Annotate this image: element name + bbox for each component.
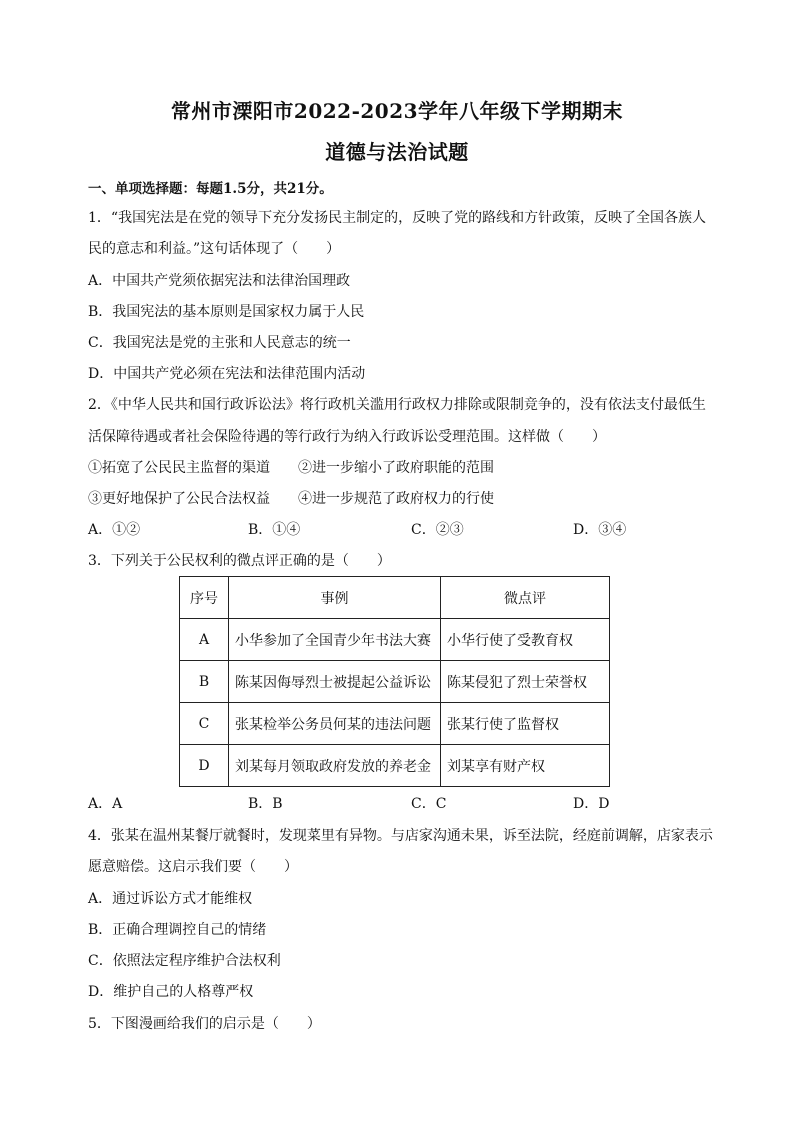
table-cell: B — [180, 661, 229, 703]
table-cell: 陈某侵犯了烈士荣誉权 — [441, 661, 610, 703]
q2-option-d: D．③④ — [573, 522, 627, 538]
q4-option-d: D．维护自己的人格尊严权 — [88, 984, 254, 1000]
section-heading: 一、单项选择题：每题1.5分，共21分。 — [88, 181, 333, 197]
table-cell: 刘某每月领取政府发放的养老金 — [229, 745, 441, 787]
q3-table — [179, 576, 610, 787]
table-header-row — [180, 577, 610, 619]
q1-option-d: D．中国共产党必须在宪法和法律范围内活动 — [88, 366, 366, 382]
q4-stem-line2: 愿意赔偿。这启示我们要（ ） — [88, 859, 298, 875]
q1-option-a: A．中国共产党须依据宪法和法律治国理政 — [88, 273, 351, 289]
q4-option-a: A．通过诉讼方式才能维权 — [88, 891, 253, 907]
q5-stem: 5．下图漫画给我们的启示是（ ） — [88, 1016, 321, 1032]
q1-stem-line2: 民的意志和利益。”这句话体现了（ ） — [88, 241, 341, 257]
table-cell: 张某行使了监督权 — [441, 703, 610, 745]
header-cell: 微点评 — [441, 577, 610, 619]
table-cell: 陈某因侮辱烈士被提起公益诉讼 — [229, 661, 441, 703]
header-cell: 序号 — [180, 577, 229, 619]
table-row — [180, 661, 610, 703]
table-cell: 小华参加了全国青少年书法大赛 — [229, 619, 441, 661]
q2-option-a: A．①② — [88, 522, 141, 538]
q2-statements-1: ①拓宽了公民民主监督的渠道 ②进一步缩小了政府职能的范围 — [88, 460, 494, 476]
table-cell: 小华行使了受教育权 — [441, 619, 610, 661]
q4-option-b: B．正确合理调控自己的情绪 — [88, 922, 267, 938]
table-cell: 刘某享有财产权 — [441, 745, 610, 787]
q2-statements-2: ③更好地保护了公民合法权益 ④进一步规范了政府权力的行使 — [88, 491, 494, 507]
exam-title: 常州市溧阳市2022-2023学年八年级下学期期末 — [170, 99, 624, 123]
table-row — [180, 619, 610, 661]
q3-option-b: B．B — [248, 796, 283, 812]
q3-stem: 3．下列关于公民权利的微点评正确的是（ ） — [88, 553, 391, 569]
q4-stem-line1: 4．张某在温州某餐厅就餐时，发现菜里有异物。与店家沟通未果，诉至法院，经庭前调解，店家表示 — [88, 828, 713, 844]
table-row — [180, 703, 610, 745]
header-cell: 事例 — [229, 577, 441, 619]
q2-option-b: B．①④ — [248, 522, 301, 538]
q2-stem-line1: 2．《中华人民共和国行政诉讼法》将行政机关滥用行政权力排除或限制竞争的，没有依法支付最低生 — [88, 397, 706, 413]
table-cell: 张某检举公务员何某的违法问题 — [229, 703, 441, 745]
q4-option-c: C．依照法定程序维护合法权利 — [88, 953, 281, 969]
q1-stem-line1: 1．“我国宪法是在党的领导下充分发扬民主制定的，反映了党的路线和方针政策，反映了全国各族人 — [88, 210, 707, 226]
q1-option-c: C．我国宪法是党的主张和人民意志的统一 — [88, 335, 351, 351]
q2-stem-line2: 活保障待遇或者社会保险待遇的等行政行为纳入行政诉讼受理范围。这样做（ ） — [88, 429, 606, 445]
q3-option-d: D．D — [573, 796, 610, 812]
table-row — [180, 745, 610, 787]
table-cell: C — [180, 703, 229, 745]
exam-subtitle: 道德与法治试题 — [325, 140, 469, 164]
table-cell: A — [180, 619, 229, 661]
q3-option-a: A．A — [88, 796, 123, 812]
q2-option-c: C．②③ — [411, 522, 464, 538]
q1-option-b: B．我国宪法的基本原则是国家权力属于人民 — [88, 304, 365, 320]
table-cell: D — [180, 745, 229, 787]
q3-option-c: C．C — [411, 796, 447, 812]
